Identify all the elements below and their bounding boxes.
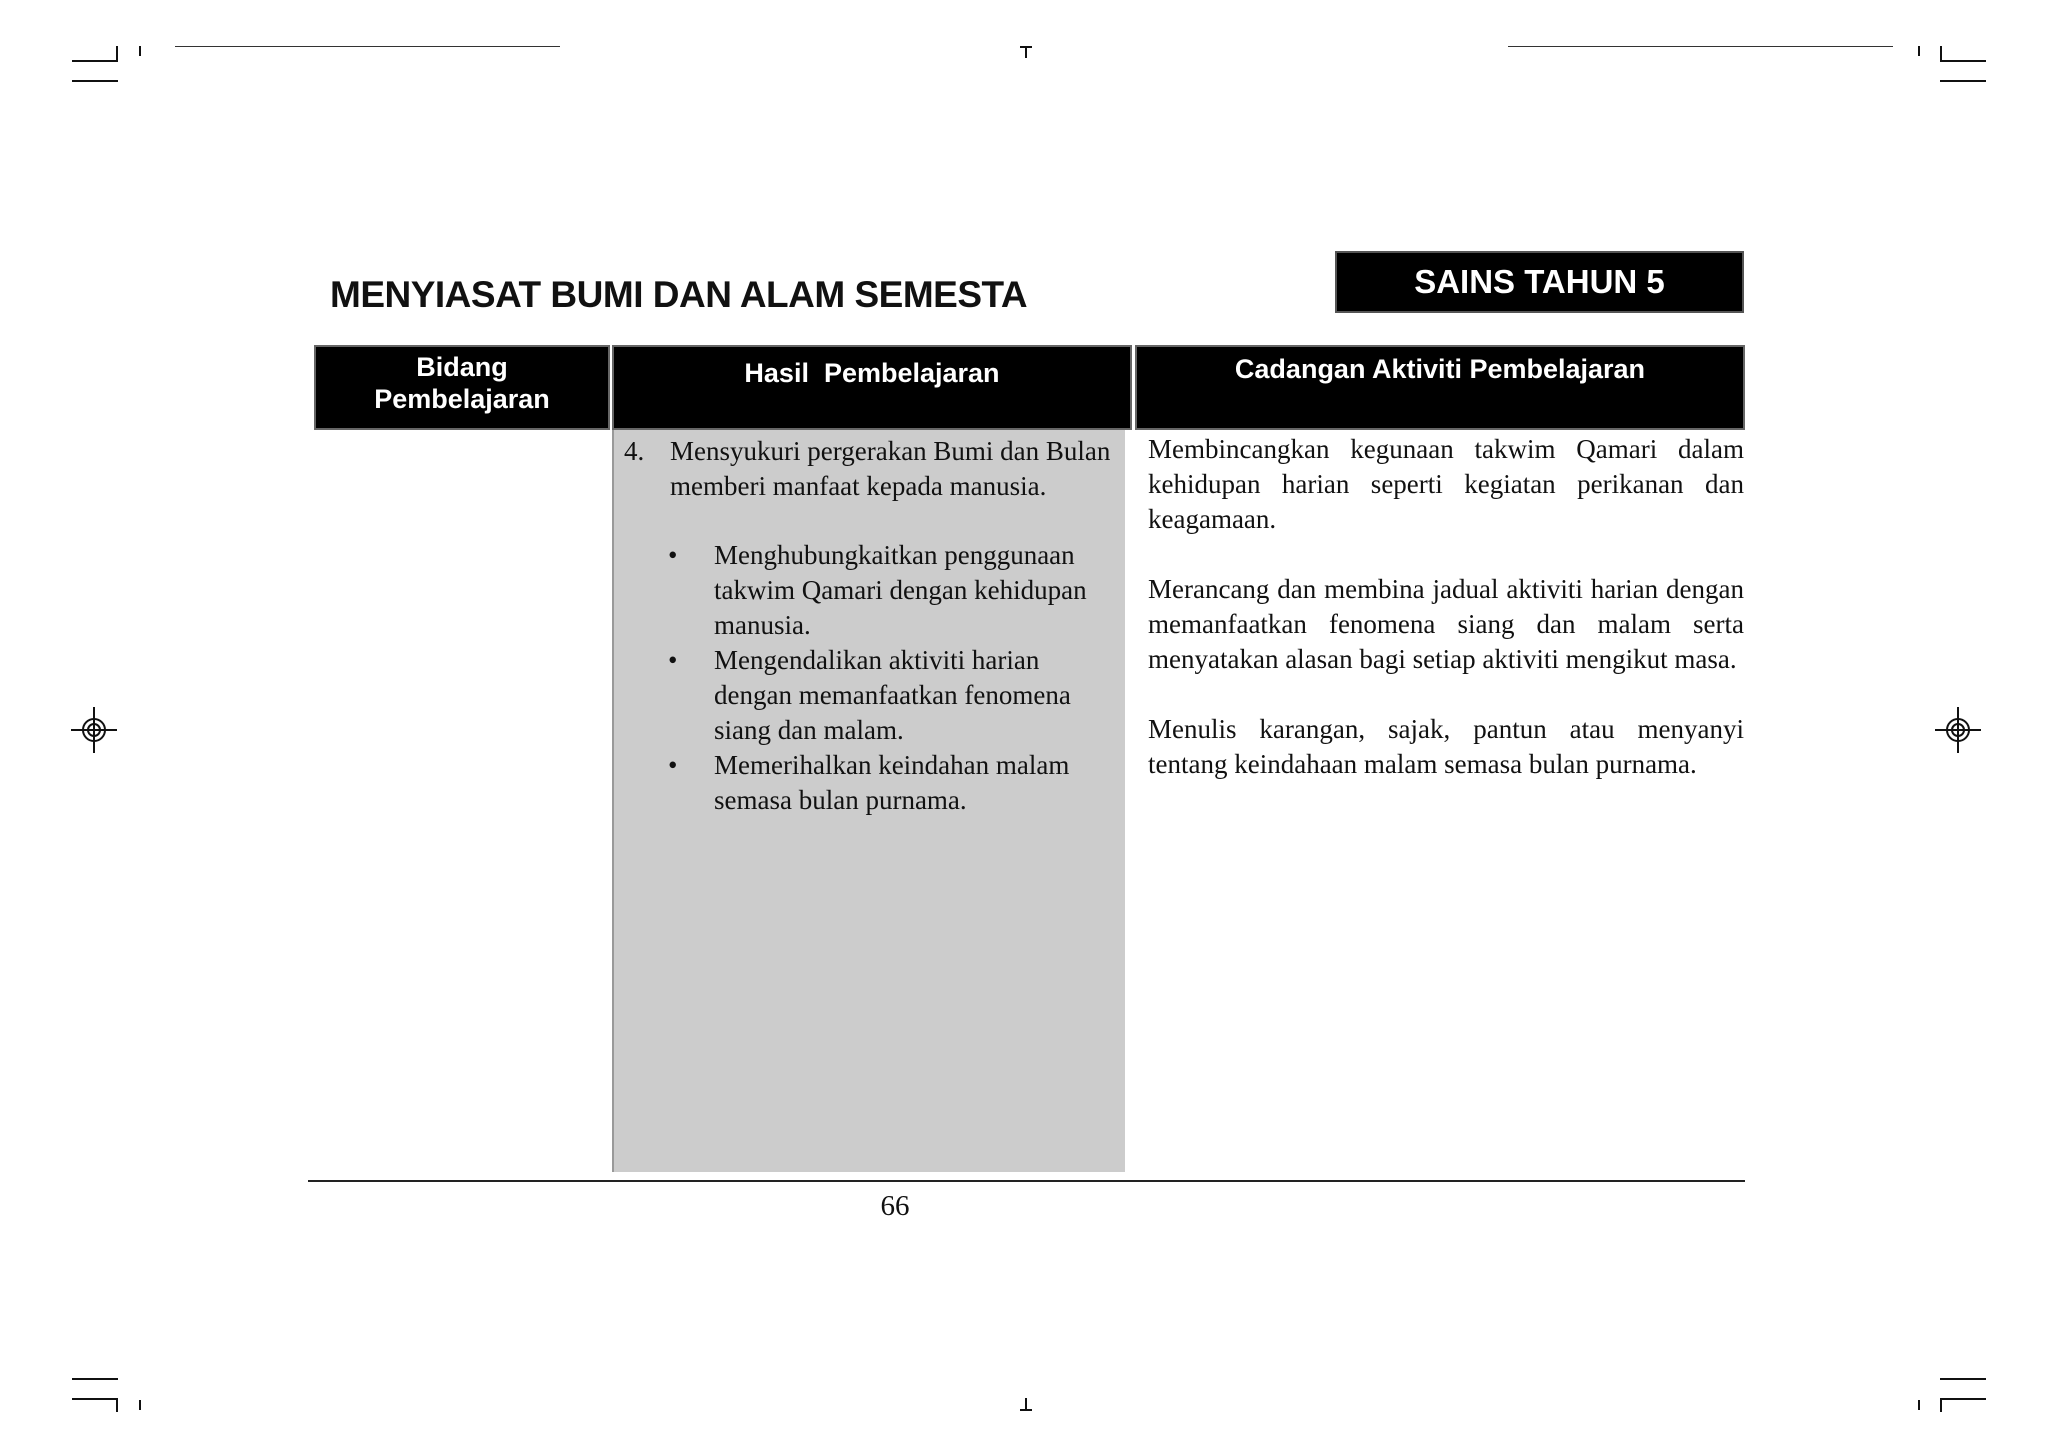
page-title: MENYIASAT BUMI DAN ALAM SEMESTA [330,274,1028,315]
bullet-icon: • [668,750,678,780]
activity-paragraph: Merancang dan membina jadual aktiviti harian dengan memanfaatkan fenomena siang dan malam serta menyatakan alasan bagi setiap aktiviti mengikut masa. [1148,574,1744,674]
list-item [668,643,1108,748]
column-header-learning-outcomes [612,345,1132,430]
bullet-icon: • [668,645,678,675]
list-item [668,748,1108,818]
column-header-line: Bidang [416,352,508,382]
registration-mark-right-icon [1935,707,1981,753]
activity-paragraph: Membincangkan kegunaan takwim Qamari dalam kehidupan harian seperti kegiatan perikanan dan keagamaan. [1148,434,1744,534]
bullet-text: Menghubungkaitkan penggunaan takwim Qamari dengan kehidupan manusia. [714,540,1087,640]
column-header-learning-area [314,345,610,430]
bullet-text: Mengendalikan aktiviti harian dengan memanfaatkan fenomena siang dan malam. [714,645,1071,745]
page-number: 66 [880,1190,910,1222]
subject-badge: SAINS TAHUN 5 [1335,251,1744,313]
suggested-activities-cell [1148,432,1744,817]
list-item [668,538,1108,643]
bullet-icon: • [668,540,678,570]
outcome-number: 4. [624,436,645,466]
activity-paragraph: Menulis karangan, sajak, pantun atau menyanyi tentang keindahaan malam semasa bulan purnama. [1148,714,1744,779]
column-header-line: Cadangan Aktiviti Pembelajaran [1234,354,1646,384]
column-header-suggested-activities [1135,345,1745,430]
registration-mark-left-icon [71,707,117,753]
bullet-text: Memerihalkan keindahan malam semasa bulan purnama. [714,750,1070,815]
outcome-bullet-list [668,538,1108,818]
column-header-line: Pembelajaran [374,384,550,414]
footer-rule [308,1180,1745,1182]
cell-border [612,430,614,1172]
outcome-text: Mensyukuri pergerakan Bumi dan Bulan memberi manfaat kepada manusia. [670,436,1111,501]
column-header-line: Hasil Pembelajaran [744,358,1000,388]
